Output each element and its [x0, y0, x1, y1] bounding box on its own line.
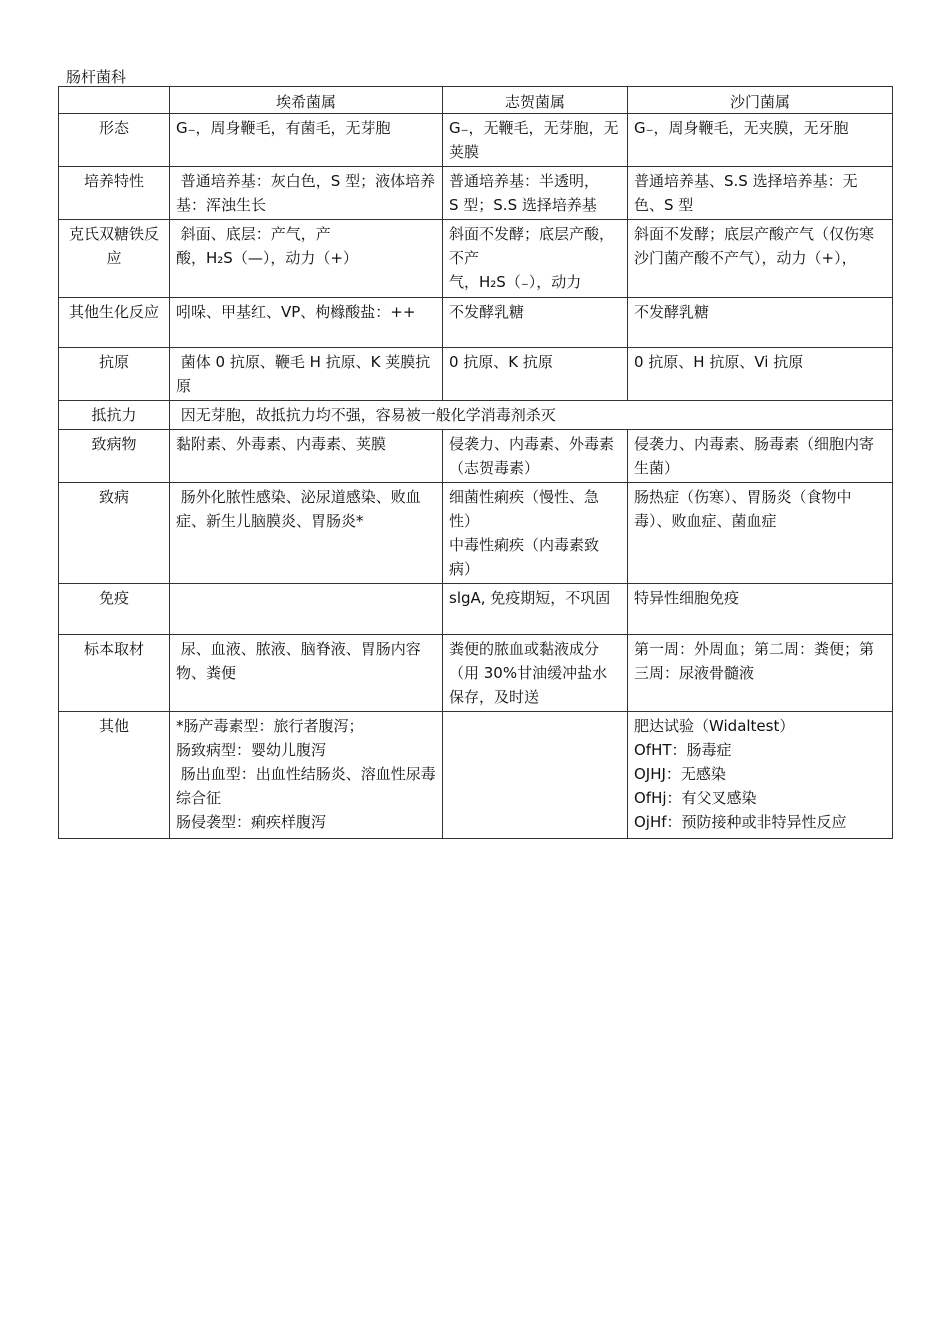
table-header-row — [59, 87, 893, 114]
table-cell — [170, 712, 443, 839]
cell-text: 不发酵乳糖 — [634, 303, 710, 321]
table-cell — [628, 635, 893, 712]
cell-text: 黏附素、外毒素、内毒素、荚膜 — [176, 435, 387, 453]
cell-text: 侵袭力、内毒素、肠毒素（细胞内寄生菌） — [634, 435, 875, 477]
row-label: 抵抗力 — [59, 401, 170, 430]
table-row-antigen — [59, 348, 893, 401]
table-row-kia-reaction — [59, 220, 893, 298]
table-cell — [170, 298, 443, 348]
cell-text: 气，H₂S（₋），动力 — [449, 273, 582, 291]
cell-text: 侵袭力、内毒素、外毒素（志贺毒素） — [449, 435, 615, 477]
cell-text: S 型；S.S 选择培养基 — [449, 196, 597, 214]
row-label: 抗原 — [59, 348, 170, 401]
table-cell — [170, 483, 443, 584]
table-cell — [443, 430, 628, 483]
cell-text: 肠外化脓性感染、泌尿道感染、败血症、新生儿脑膜炎、胃肠炎* — [176, 488, 421, 530]
row-label: 其他生化反应 — [59, 298, 170, 348]
cell-text: G₋，周身鞭毛，有菌毛，无芽胞 — [176, 119, 391, 137]
cell-text: 普通培养基：灰白色，S 型；液体培养基：浑浊生长 — [176, 172, 436, 214]
cell-text: 斜面不发酵；底层产酸产气（仅伤寒沙门菌产酸不产气），动力（+）， — [634, 225, 875, 267]
cell-text: 肥达试验（Widaltest） — [634, 717, 795, 735]
table-row-culture — [59, 167, 893, 220]
cell-text: 0 抗原、K 抗原 — [449, 353, 553, 371]
cell-text: 特异性细胞免疫 — [634, 589, 740, 607]
table-cell — [170, 167, 443, 220]
table-cell — [443, 584, 628, 635]
cell-text: 不发酵乳糖 — [449, 303, 525, 321]
row-label: 致病物 — [59, 430, 170, 483]
table-cell — [628, 167, 893, 220]
table-cell — [170, 114, 443, 167]
table-cell — [628, 483, 893, 584]
table-cell — [628, 298, 893, 348]
header-cell-salmonella: 沙门菌属 — [628, 87, 893, 114]
header-cell-shigella: 志贺菌属 — [443, 87, 628, 114]
table-cell — [170, 348, 443, 401]
row-label: 培养特性 — [59, 167, 170, 220]
cell-text: 肠出血型：出血性结肠炎、溶血性尿毒综合征 — [176, 765, 436, 807]
table-cell — [628, 584, 893, 635]
cell-text: 0 抗原、H 抗原、Vi 抗原 — [634, 353, 804, 371]
cell-text: slgA, 免疫期短，不巩固 — [449, 589, 611, 607]
cell-text: 斜面不发酵；底层产酸，不产 — [449, 225, 615, 267]
table-row-other-biochem — [59, 298, 893, 348]
cell-text: 第一周：外周血；第二周：粪便；第三周：尿液骨髓液 — [634, 640, 875, 682]
header-cell-escherichia: 埃希菌属 — [170, 87, 443, 114]
table-row-specimen — [59, 635, 893, 712]
cell-text: 菌体 0 抗原、鞭毛 H 抗原、K 荚膜抗原 — [176, 353, 431, 395]
table-cell — [628, 430, 893, 483]
table-row-virulence-factors — [59, 430, 893, 483]
table-cell — [443, 483, 628, 584]
table-cell — [628, 712, 893, 839]
cell-text: OfHj：有父叉感染 — [634, 789, 757, 807]
row-label: 致病 — [59, 483, 170, 584]
table-cell — [628, 114, 893, 167]
table-cell — [170, 635, 443, 712]
table-cell — [628, 220, 893, 298]
table-cell — [170, 584, 443, 635]
cell-text: 中毒性痢疾（内毒素致病） — [449, 536, 600, 578]
header-cell-blank — [59, 87, 170, 114]
row-label: 其他 — [59, 712, 170, 839]
table-row-pathogenicity — [59, 483, 893, 584]
cell-text: *肠产毒素型：旅行者腹泻； — [176, 717, 364, 735]
cell-text: 普通培养基：半透明， — [449, 172, 600, 190]
cell-text: G₋，无鞭毛，无芽胞，无荚膜 — [449, 119, 619, 161]
table-row-immunity — [59, 584, 893, 635]
table-cell — [170, 220, 443, 298]
table-cell — [628, 348, 893, 401]
row-label: 标本取材 — [59, 635, 170, 712]
table-cell — [443, 114, 628, 167]
row-label: 克氏双糖铁反应 — [59, 220, 170, 298]
cell-text: OjHf：预防接种或非特异性反应 — [634, 813, 847, 831]
cell-text: 因无芽胞，故抵抗力均不强，容易被一般化学消毒剂杀灭 — [176, 406, 556, 424]
table-cell — [443, 298, 628, 348]
row-label: 免疫 — [59, 584, 170, 635]
table-cell — [443, 220, 628, 298]
cell-text: 斜面、底层：产气，产 — [176, 225, 331, 243]
table-cell — [443, 712, 628, 839]
table-cell — [443, 167, 628, 220]
table-row-resistance — [59, 401, 893, 430]
cell-text: 吲哚、甲基红、VP、枸橼酸盐：++ — [176, 303, 416, 321]
cell-text: 肠致病型：婴幼儿腹泻 — [176, 741, 327, 759]
span-cell — [170, 401, 893, 430]
cell-text: 粪便的脓血或黏液成分（用 30%甘油缓冲盐水保存，及时送 — [449, 640, 608, 706]
cell-text: 酸，H₂S（—），动力（+） — [176, 249, 358, 267]
cell-text: 细菌性痢疾（慢性、急性） — [449, 488, 600, 530]
cell-text: G₋，周身鞭毛，无夹膜，无牙胞 — [634, 119, 849, 137]
table-cell — [443, 348, 628, 401]
document-title: 肠杆菌科 — [66, 68, 127, 86]
table-cell — [170, 430, 443, 483]
cell-text: 肠热症（伤寒）、胃肠炎（食物中毒）、败血症、菌血症 — [634, 488, 852, 530]
cell-text: 肠侵袭型：痢疾样腹泻 — [176, 813, 327, 831]
cell-text: OfHT：肠毒症 — [634, 741, 732, 759]
cell-text: 尿、血液、脓液、脑脊液、胃肠内容物、粪便 — [176, 640, 421, 682]
table-row-morphology — [59, 114, 893, 167]
row-label: 形态 — [59, 114, 170, 167]
cell-text: 普通培养基、S.S 选择培养基：无色、S 型 — [634, 172, 858, 214]
table-row-other — [59, 712, 893, 839]
cell-text: OJHJ：无感染 — [634, 765, 726, 783]
table-cell — [443, 635, 628, 712]
bacteria-comparison-table — [58, 86, 893, 839]
